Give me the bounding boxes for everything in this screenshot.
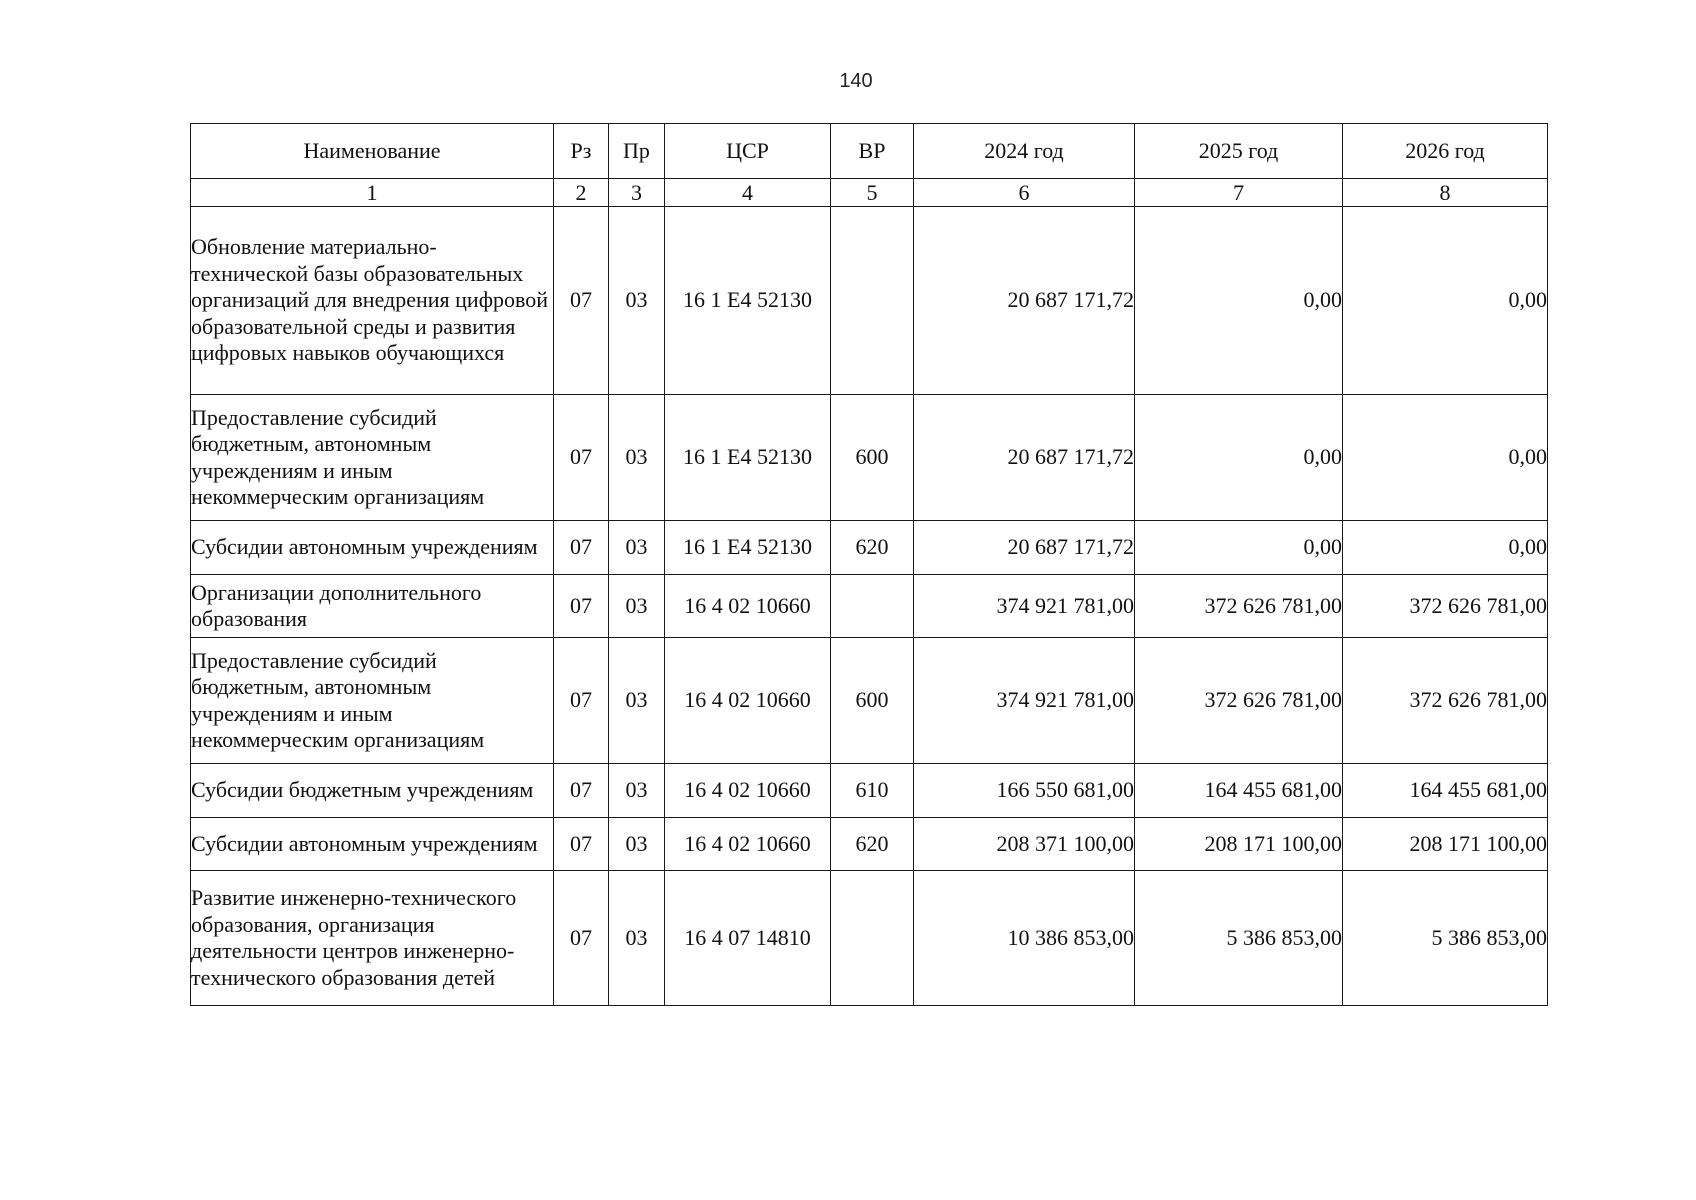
row-2024: 20 687 171,72: [914, 521, 1135, 575]
row-vr: 600: [831, 638, 914, 764]
column-number: 7: [1135, 179, 1343, 207]
row-vr: [831, 871, 914, 1006]
row-2025: 0,00: [1135, 521, 1343, 575]
col-header-name: Наименование: [191, 124, 554, 179]
row-csr: 16 4 02 10660: [665, 764, 831, 818]
row-vr: 620: [831, 521, 914, 575]
table-row: [191, 575, 1548, 638]
row-rz: 07: [554, 521, 609, 575]
row-pr: 03: [609, 575, 665, 638]
row-name: Обновление материально-технической базы образовательных организаций для внедрения цифровой образовательной среды и развития цифровых навыков обучающихся: [191, 207, 554, 395]
budget-table: [190, 123, 1548, 1006]
row-rz: 07: [554, 395, 609, 521]
row-name: Субсидии автономным учреждениям: [191, 521, 554, 575]
table-row: [191, 638, 1548, 764]
row-2026: 164 455 681,00: [1343, 764, 1548, 818]
row-name: Субсидии бюджетным учреждениям: [191, 764, 554, 818]
column-number: 4: [665, 179, 831, 207]
row-pr: 03: [609, 818, 665, 871]
row-name: Субсидии автономным учреждениям: [191, 818, 554, 871]
page-number: 140: [839, 70, 873, 92]
row-2024: 374 921 781,00: [914, 575, 1135, 638]
row-csr: 16 4 02 10660: [665, 818, 831, 871]
row-2024: 208 371 100,00: [914, 818, 1135, 871]
row-name: Организации дополнительного образования: [191, 575, 554, 638]
row-name: Предоставление субсидий бюджетным, автономным учреждениям и иным некоммерческим организациям: [191, 395, 554, 521]
col-header-2025: 2025 год: [1135, 124, 1343, 179]
row-csr: 16 1 E4 52130: [665, 207, 831, 395]
row-pr: 03: [609, 395, 665, 521]
row-2026: 0,00: [1343, 521, 1548, 575]
table-row: [191, 818, 1548, 871]
row-2025: 0,00: [1135, 207, 1343, 395]
row-pr: 03: [609, 638, 665, 764]
row-2024: 166 550 681,00: [914, 764, 1135, 818]
col-header-rz: Рз: [554, 124, 609, 179]
row-vr: [831, 575, 914, 638]
row-2025: 208 171 100,00: [1135, 818, 1343, 871]
row-vr: 620: [831, 818, 914, 871]
table-row: [191, 764, 1548, 818]
row-vr: 600: [831, 395, 914, 521]
row-rz: 07: [554, 818, 609, 871]
col-header-csr: ЦСР: [665, 124, 831, 179]
row-2025: 372 626 781,00: [1135, 638, 1343, 764]
col-header-vr: ВР: [831, 124, 914, 179]
row-vr: [831, 207, 914, 395]
row-rz: 07: [554, 207, 609, 395]
row-pr: 03: [609, 764, 665, 818]
row-csr: 16 4 07 14810: [665, 871, 831, 1006]
row-2026: 208 171 100,00: [1343, 818, 1548, 871]
column-number: 3: [609, 179, 665, 207]
row-vr: 610: [831, 764, 914, 818]
row-2024: 10 386 853,00: [914, 871, 1135, 1006]
row-2025: 372 626 781,00: [1135, 575, 1343, 638]
row-rz: 07: [554, 871, 609, 1006]
column-number: 8: [1343, 179, 1548, 207]
row-2025: 0,00: [1135, 395, 1343, 521]
row-2026: 0,00: [1343, 395, 1548, 521]
row-rz: 07: [554, 575, 609, 638]
row-pr: 03: [609, 521, 665, 575]
row-2024: 20 687 171,72: [914, 395, 1135, 521]
row-2024: 20 687 171,72: [914, 207, 1135, 395]
row-name: Развитие инженерно-технического образования, организация деятельности центров инженерно-технического образования детей: [191, 871, 554, 1006]
column-number: 6: [914, 179, 1135, 207]
row-2026: 0,00: [1343, 207, 1548, 395]
row-2026: 372 626 781,00: [1343, 575, 1548, 638]
table-row: [191, 395, 1548, 521]
row-2026: 372 626 781,00: [1343, 638, 1548, 764]
table-row: [191, 207, 1548, 395]
row-csr: 16 1 E4 52130: [665, 521, 831, 575]
row-2026: 5 386 853,00: [1343, 871, 1548, 1006]
row-csr: 16 4 02 10660: [665, 575, 831, 638]
column-number: 5: [831, 179, 914, 207]
col-header-pr: Пр: [609, 124, 665, 179]
row-2024: 374 921 781,00: [914, 638, 1135, 764]
table-row: [191, 521, 1548, 575]
row-rz: 07: [554, 764, 609, 818]
row-pr: 03: [609, 871, 665, 1006]
row-csr: 16 1 E4 52130: [665, 395, 831, 521]
table-row: [191, 871, 1548, 1006]
col-header-2024: 2024 год: [914, 124, 1135, 179]
row-2025: 164 455 681,00: [1135, 764, 1343, 818]
column-number-row: [191, 179, 1548, 207]
row-rz: 07: [554, 638, 609, 764]
column-number: 1: [191, 179, 554, 207]
col-header-2026: 2026 год: [1343, 124, 1548, 179]
row-2025: 5 386 853,00: [1135, 871, 1343, 1006]
row-csr: 16 4 02 10660: [665, 638, 831, 764]
header-row: [191, 124, 1548, 179]
row-name: Предоставление субсидий бюджетным, автономным учреждениям и иным некоммерческим организациям: [191, 638, 554, 764]
row-pr: 03: [609, 207, 665, 395]
column-number: 2: [554, 179, 609, 207]
